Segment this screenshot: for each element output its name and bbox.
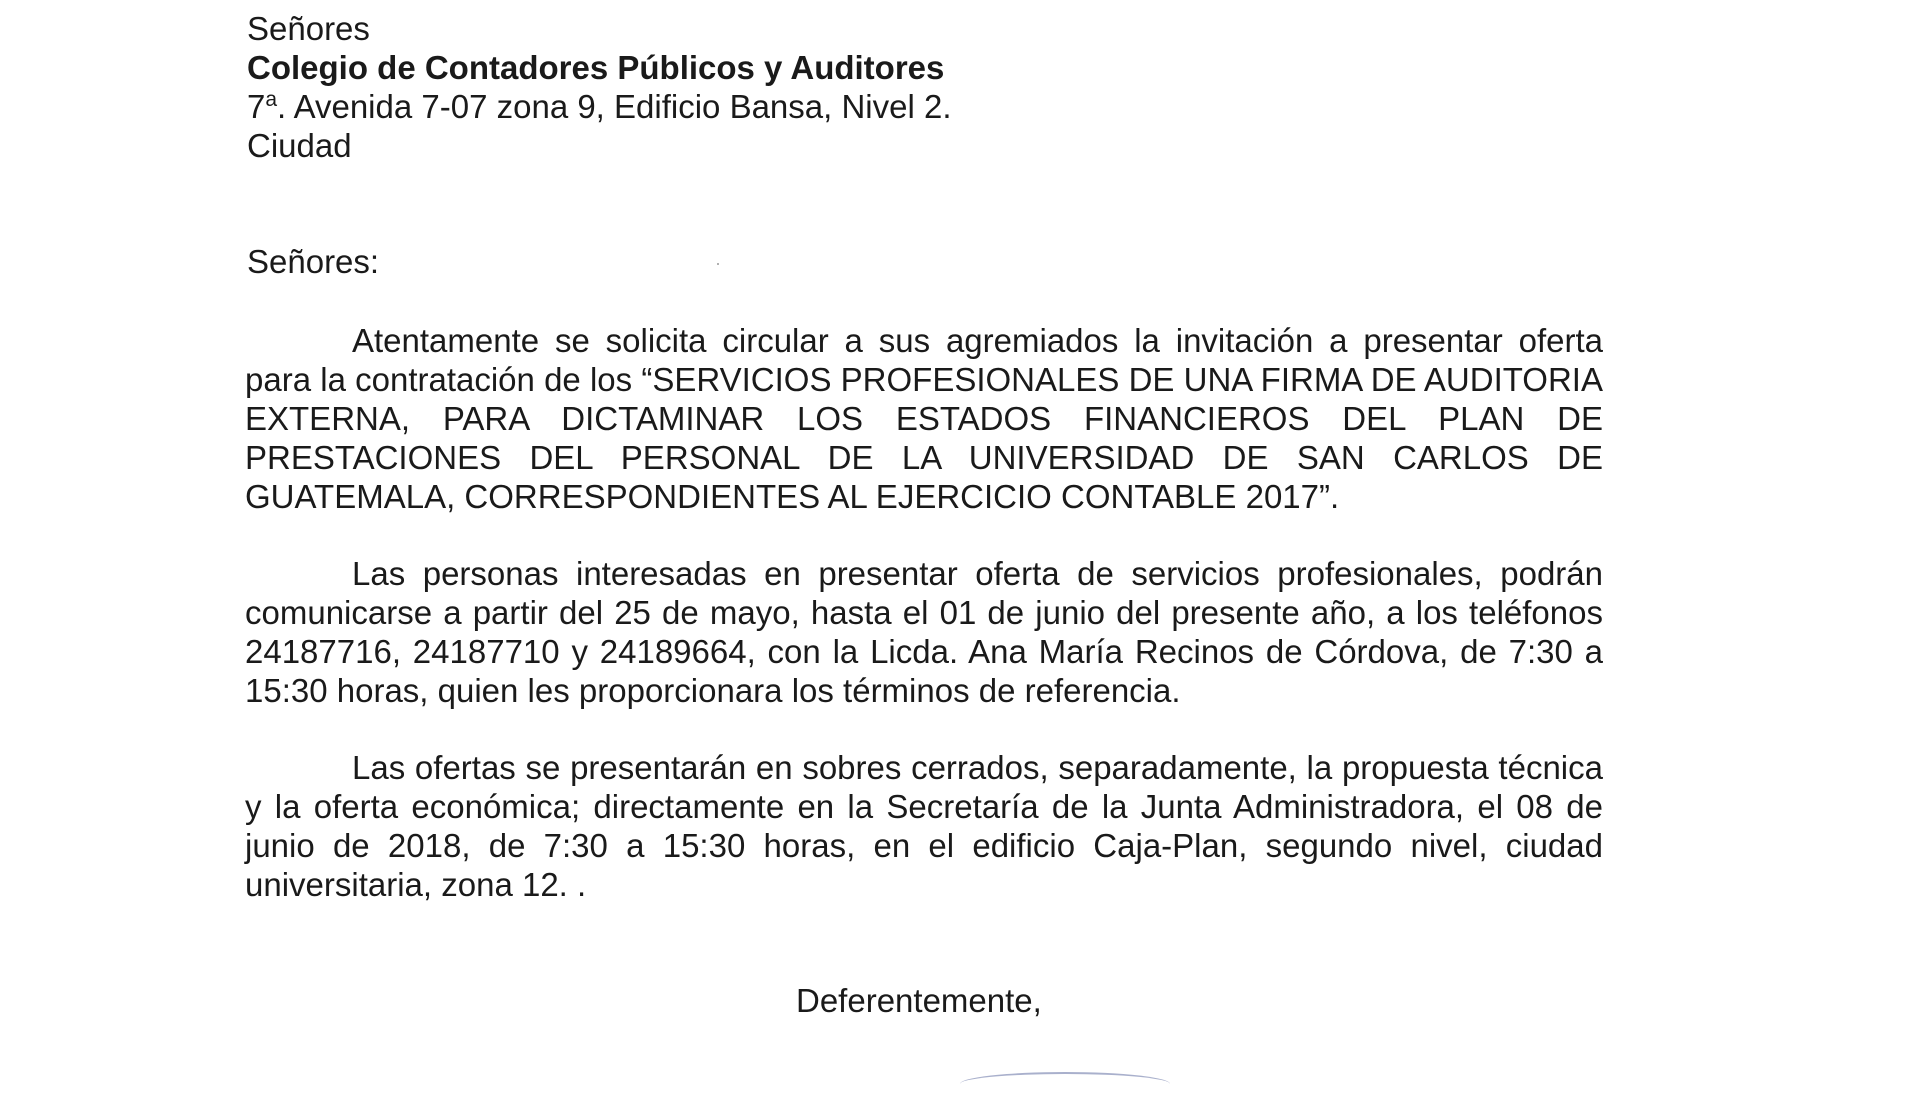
scan-speck: [717, 263, 719, 265]
recipient-city: Ciudad: [247, 127, 352, 164]
address-superscript: a: [265, 88, 278, 111]
recipient-greeting: Señores: [247, 10, 370, 47]
body-paragraph-submission: Las ofertas se presentarán en sobres cerrados, separadamente, la propuesta técnica y la oferta económica; directamente en la Secretaría de la Junta Administradora, el 08 de junio de 2018, de 7:30 a 15:30 horas, en el edificio Caja-Plan, segundo nivel, ciudad universitaria, zona 12. .: [245, 749, 1603, 903]
salutation: Señores:: [247, 243, 380, 280]
body-paragraph-contact: Las personas interesadas en presentar oferta de servicios profesionales, podrán comunicarse a partir del 25 de mayo, hasta el 01 de junio del presente año, a los teléfonos 24187716, 24187710 y 24189664, con la Licda. Ana María Recinos de Córdova, de 7:30 a 15:30 horas, quien les proporcionara los términos de referencia.: [245, 555, 1603, 709]
body-paragraph-invitation: Atentamente se solicita circular a sus agremiados la invitación a presentar oferta para la contratación de los “SERVICIOS PROFESIONALES DE UNA FIRMA DE AUDITORIA EXTERNA, PARA DICTAMINAR LOS ESTADOS FINANCIEROS DEL PLAN DE PRESTACIONES DEL PERSONAL DE LA UNIVERSIDAD DE SAN CARLOS DE GUATEMALA, CORRESPONDIENTES AL EJERCICIO CONTABLE 2017”.: [245, 322, 1603, 515]
address-number: 7: [247, 88, 266, 125]
closing-line: Deferentemente,: [796, 982, 1042, 1019]
recipient-address-block: [247, 9, 1647, 165]
signature-stroke: [960, 1072, 1170, 1096]
recipient-street-address: [247, 87, 1647, 126]
recipient-organization: Colegio de Contadores Públicos y Auditores: [247, 49, 945, 86]
address-rest: . Avenida 7-07 zona 9, Edificio Bansa, Nivel 2.: [277, 88, 952, 125]
